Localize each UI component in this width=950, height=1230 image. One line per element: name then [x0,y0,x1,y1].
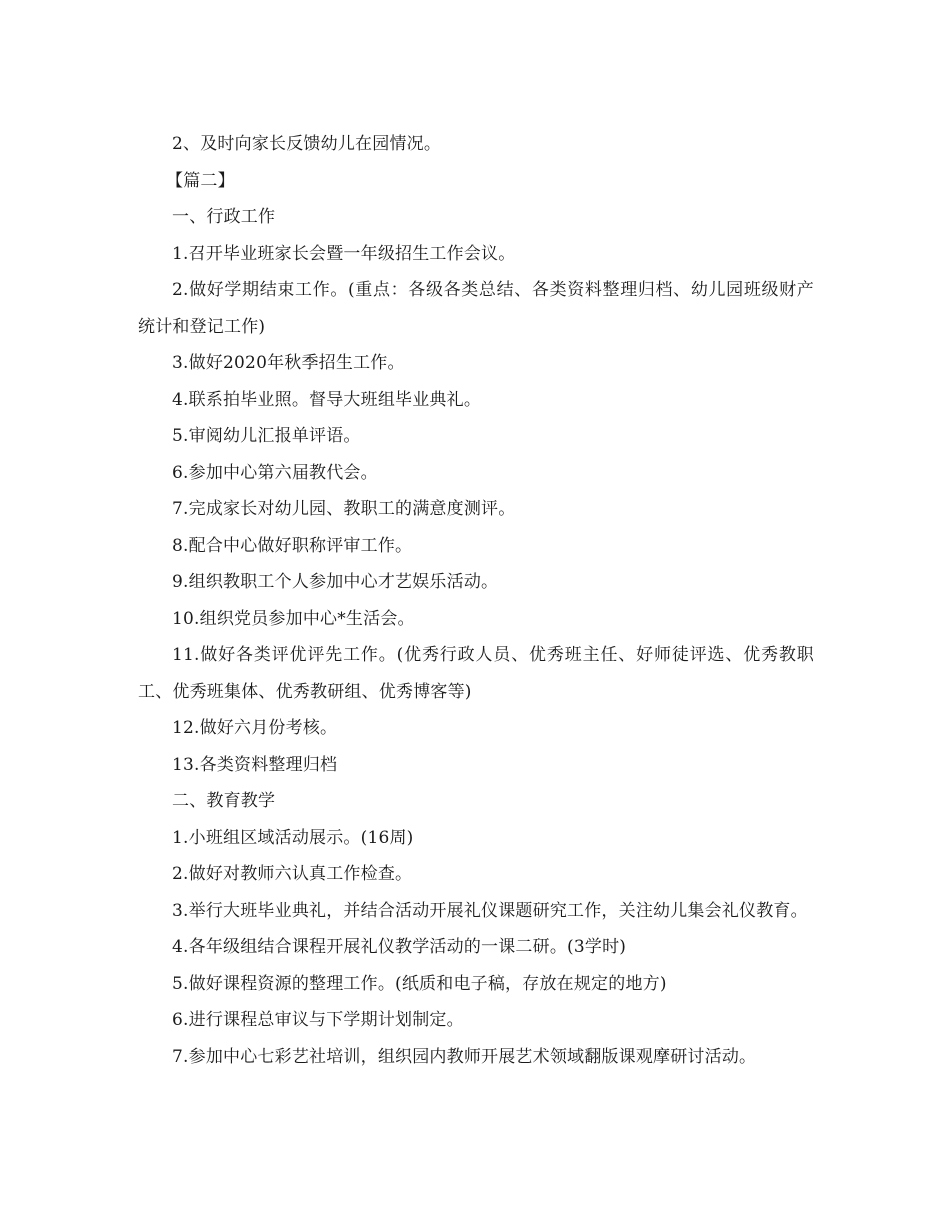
teaching-item-1: 1.小班组区域活动展示。(16周) [172,827,414,848]
teaching-item-5: 5.做好课程资源的整理工作。(纸质和电子稿，存放在规定的地方) [172,973,667,994]
heading-administration: 一、行政工作 [172,207,276,227]
admin-item-3: 3.做好2020年秋季招生工作。 [172,353,405,373]
admin-item-4: 4.联系拍毕业照。督导大班组毕业典礼。 [172,389,482,410]
admin-item-8: 8.配合中心做好职称评审工作。 [172,535,413,556]
admin-item-5: 5.审阅幼儿汇报单评语。 [172,426,361,446]
admin-item-7: 7.完成家长对幼儿园、教职工的满意度测评。 [172,499,516,519]
paragraph-feedback: 2、及时向家长反馈幼儿在园情况。 [172,134,442,154]
admin-item-13: 13.各类资料整理归档 [172,754,338,775]
admin-item-6: 6.参加中心第六届教代会。 [172,462,378,483]
teaching-item-3: 3.举行大班毕业典礼，并结合活动开展礼仪课题研究工作，关注幼儿集会礼仪教育。 [172,900,808,921]
teaching-item-2: 2.做好对教师六认真工作检查。 [172,864,413,884]
teaching-item-7: 7.参加中心七彩艺社培训，组织园内教师开展艺术领域翻版课观摩研讨活动。 [172,1046,757,1067]
admin-item-2: 2.做好学期结束工作。(重点：各级各类总结、各类资料整理归档、幼儿园班级财产统计和登记工作) [138,280,814,337]
document-body [138,126,814,1075]
admin-item-11: 11.做好各类评优评先工作。(优秀行政人员、优秀班主任、好师徒评选、优秀教职工、优秀班集体、优秀教研组、优秀博客等) [138,645,814,702]
teaching-item-6: 6.进行课程总审议与下学期计划制定。 [172,1010,464,1030]
admin-item-1: 1.召开毕业班家长会暨一年级招生工作会议。 [172,243,516,264]
heading-education-teaching: 二、教育教学 [172,791,276,811]
admin-item-9: 9.组织教职工个人参加中心才艺娱乐活动。 [172,572,499,592]
admin-item-10: 10.组织党员参加中心*生活会。 [172,608,415,629]
admin-item-12: 12.做好六月份考核。 [172,718,338,738]
section-heading-part-two: 【篇二】 [166,170,235,191]
teaching-item-4: 4.各年级组结合课程开展礼仪教学活动的一课二研。(3学时) [172,937,627,957]
